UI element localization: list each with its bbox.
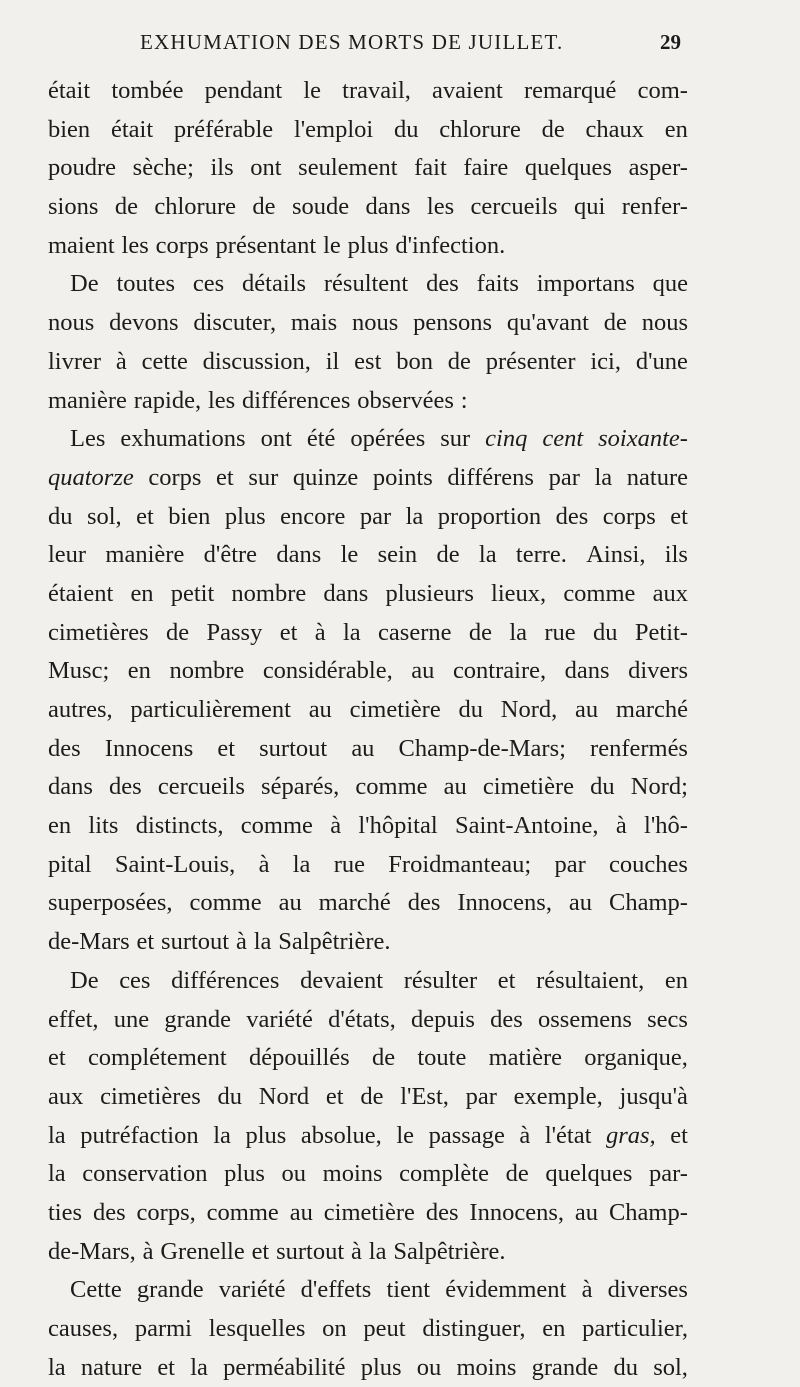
text-line: De ces différences devaient résulter et résultaient, en: [70, 966, 688, 994]
text-line: de-Mars, à Grenelle et surtout à la Salpêtrière.: [48, 1237, 506, 1265]
text-line: causes, parmi lesquelles on peut distinguer, en particulier,: [48, 1315, 688, 1342]
page-number: 29: [660, 30, 681, 54]
page-header: [0, 30, 800, 64]
running-title: EXHUMATION DES MORTS DE JUILLET.: [140, 30, 564, 54]
text-line: poudre sèche; ils ont seulement fait faire quelques asper-: [48, 154, 688, 182]
text-line: étaient en petit nombre dans plusieurs lieux, comme aux: [48, 579, 688, 607]
text-line: bien était préférable l'emploi du chlorure de chaux en: [48, 115, 688, 143]
text-line: Cette grande variété d'effets tient évidemment à diverses: [70, 1276, 688, 1304]
text-line: des Innocens et surtout au Champ-de-Mars; renfermés: [48, 734, 688, 762]
text-line: aux cimetières du Nord et de l'Est, par exemple, jusqu'à: [48, 1082, 688, 1110]
text-line: superposées, comme au marché des Innocens, au Champ-: [48, 889, 688, 917]
text-line: dans des cercueils séparés, comme au cimetière du Nord;: [48, 773, 688, 801]
text-line: ties des corps, comme au cimetière des Innocens, au Champ-: [48, 1198, 688, 1226]
text-line: quatorze corps et sur quinze points différens par la nature: [48, 463, 688, 491]
text-line: nous devons discuter, mais nous pensons qu'avant de nous: [48, 309, 688, 337]
text-line: Les exhumations ont été opérées sur cinq cent soixante-: [70, 425, 688, 453]
text-line: pital Saint-Louis, à la rue Froidmanteau; par couches: [48, 850, 688, 878]
text-line: de-Mars et surtout à la Salpêtrière.: [48, 928, 391, 956]
text-line: sions de chlorure de soude dans les cercueils qui renfer-: [48, 193, 688, 221]
text-line: la nature et la perméabilité plus ou moins grande du sol,: [48, 1353, 688, 1381]
text-line: du sol, et bien plus encore par la proportion des corps et: [48, 502, 688, 530]
text-line: en lits distincts, comme à l'hôpital Saint-Antoine, à l'hô-: [48, 812, 688, 840]
text-line: et complétement dépouillés de toute matière organique,: [48, 1044, 688, 1072]
body-text: [48, 72, 688, 1387]
text-line: la putréfaction la plus absolue, le passage à l'état gras, et: [48, 1121, 688, 1149]
text-line: la conservation plus ou moins complète de quelques par-: [48, 1160, 688, 1188]
text-line: Musc; en nombre considérable, au contraire, dans divers: [48, 657, 688, 685]
text-line: manière rapide, les différences observées :: [48, 386, 468, 414]
text-line: cimetières de Passy et à la caserne de la rue du Petit-: [48, 618, 688, 646]
text-line: autres, particulièrement au cimetière du Nord, au marché: [48, 696, 688, 723]
text-line: De toutes ces détails résultent des faits importans que: [70, 270, 688, 298]
text-line: leur manière d'être dans le sein de la terre. Ainsi, ils: [48, 541, 688, 569]
text-line: livrer à cette discussion, il est bon de présenter ici, d'une: [48, 347, 688, 375]
text-line: effet, une grande variété d'états, depuis des ossemens secs: [48, 1005, 688, 1033]
text-line: maient les corps présentant le plus d'infection.: [48, 231, 506, 259]
text-line: était tombée pendant le travail, avaient remarqué com-: [48, 77, 688, 104]
